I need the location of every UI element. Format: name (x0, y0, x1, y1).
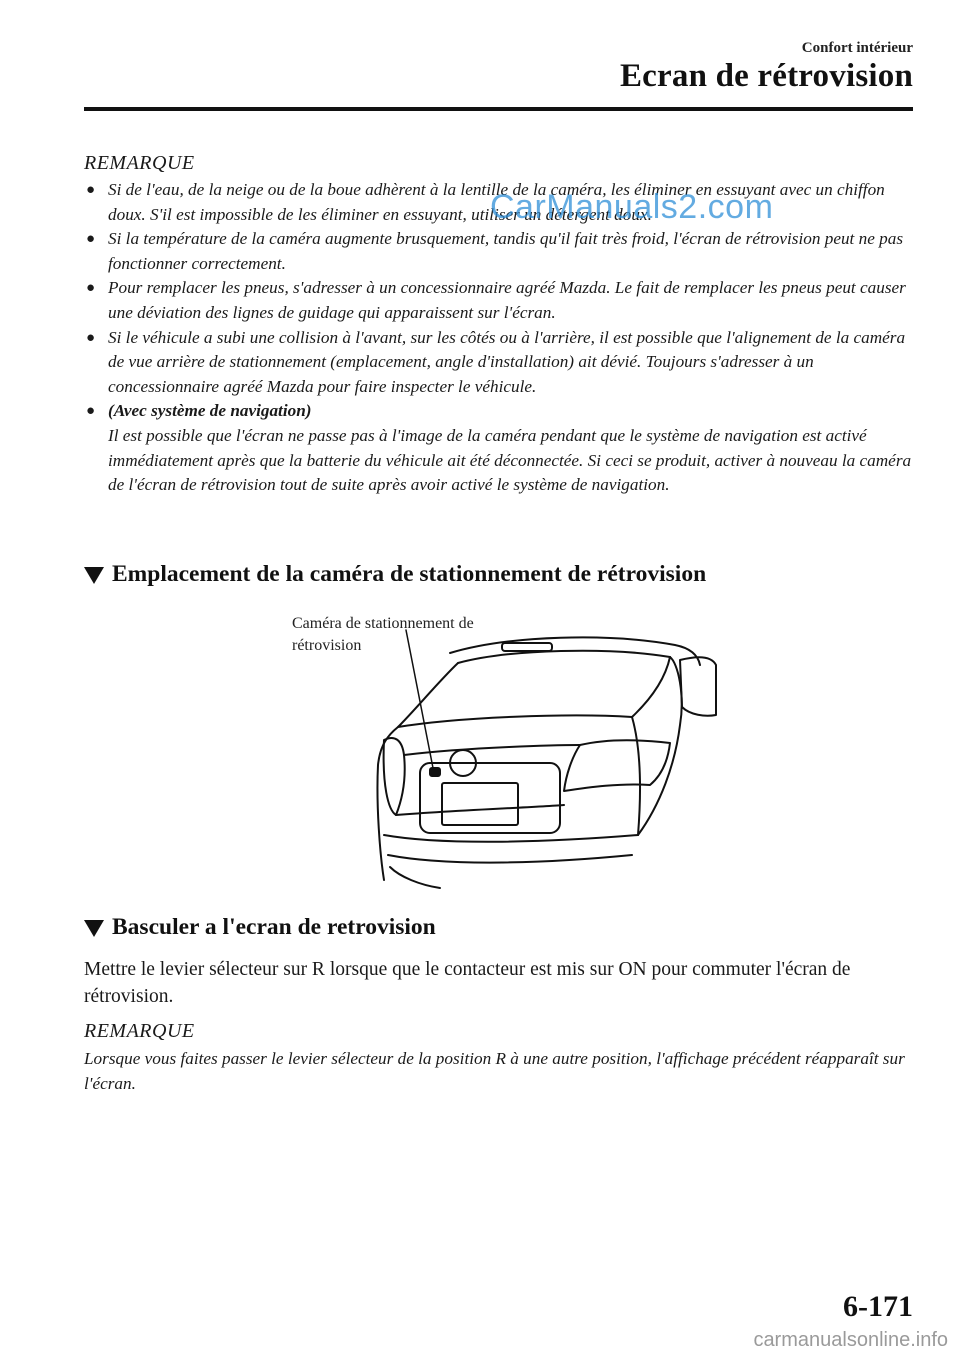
rear-camera (430, 768, 440, 776)
note-item-heading: (Avec système de navigation) (108, 401, 312, 421)
body-side-right (632, 717, 640, 835)
side-window (680, 657, 716, 715)
note-item-text: Si la température de la caméra augmente brusquement, tandis qu'il fait très froid, l'écran de rétrovision peut ne pas fonctionner correctement. (108, 229, 904, 273)
bullet-icon: ● (86, 403, 96, 420)
bullet-icon: ● (86, 280, 96, 297)
bullet-icon: ● (86, 182, 96, 198)
triangle-down-icon (84, 920, 104, 937)
note-item-text: Pour remplacer les pneus, s'adresser à un concessionnaire agréé Mazda. Le fait de remplacer les pneus peut causer une déviation des lignes de guidage qui apparaissent sur l'écran. (108, 278, 906, 322)
section-heading-text: Basculer a l'ecran de retrovision (112, 914, 436, 940)
header-divider (84, 107, 913, 111)
rear-bumper (384, 835, 638, 863)
note-item-text: Si le véhicule a subi une collision à l'avant, sur les côtés ou à l'arrière, il est possible que l'alignement de la caméra de vue arrière de stationnement (emplacement, angle d'installation) ait dévié. Toujours s'adresser à un concessionnaire agréé Mazda pour faire inspecter le véhicule. (108, 327, 906, 396)
note-item-text: Si de l'eau, de la neige ou de la boue adhèrent à la lentille de la caméra, les éliminer en essuyant avec un chiffon doux. S'il est impossible de les éliminer en essuyant, utiliser un détergent doux. (108, 180, 885, 224)
bullet-icon: ● (86, 231, 96, 248)
tail-light-right (564, 740, 670, 791)
note-item (84, 227, 914, 276)
section-heading-camera-location (84, 561, 706, 588)
note-block-2 (84, 1018, 914, 1096)
note-item-navigation (84, 399, 914, 497)
note-text: Lorsque vous faites passer le levier sélecteur de la position R à une autre position, l'affichage précédent réapparaît sur l'écran. (84, 1049, 905, 1093)
triangle-down-icon (84, 567, 104, 584)
header-section-name: Confort intérieur (801, 40, 913, 56)
tailgate-outline (396, 745, 580, 815)
rear-vehicle-figure (280, 605, 720, 890)
footer-watermark: carmanualsonline.info (753, 1329, 948, 1351)
note-title: REMARQUE (84, 152, 195, 174)
watermark-logo: CarManuals2.com (490, 188, 774, 226)
note-title: REMARQUE (84, 1020, 195, 1042)
page-title: Ecran de rétrovision (619, 58, 913, 94)
figure-callout-label (292, 613, 474, 657)
note-item-text: Il est possible que l'écran ne passe pas à l'image de la caméra pendant que le système de navigation est activé immédiatement après que la batterie du véhicule ait été déconnectée. Si ceci se produit, activer à nouveau la caméra de l'écran de rétrovision tout de suite après avoir activé le système de navigation. (108, 425, 912, 495)
note-item (84, 326, 914, 400)
section-heading-switch-screen (84, 914, 436, 941)
body-paragraph: Mettre le levier sélecteur sur R lorsque que le contacteur est mis sur ON pour commuter l'écran de rétrovision. (84, 959, 851, 1007)
bumper-lower (390, 867, 440, 888)
page-number: 6-171 (843, 1290, 913, 1323)
figure-callout-line2: rétrovision (292, 637, 362, 654)
note-item (84, 276, 914, 325)
section-heading-text: Emplacement de la caméra de stationnement de rétrovision (112, 561, 707, 587)
brake-light (502, 643, 552, 651)
spoiler (458, 651, 670, 663)
tail-light-left (384, 738, 405, 815)
bullet-icon: ● (86, 329, 96, 346)
rear-window (398, 657, 670, 727)
figure-callout-line1: Caméra de stationnement de (292, 615, 474, 632)
license-plate (442, 783, 518, 825)
